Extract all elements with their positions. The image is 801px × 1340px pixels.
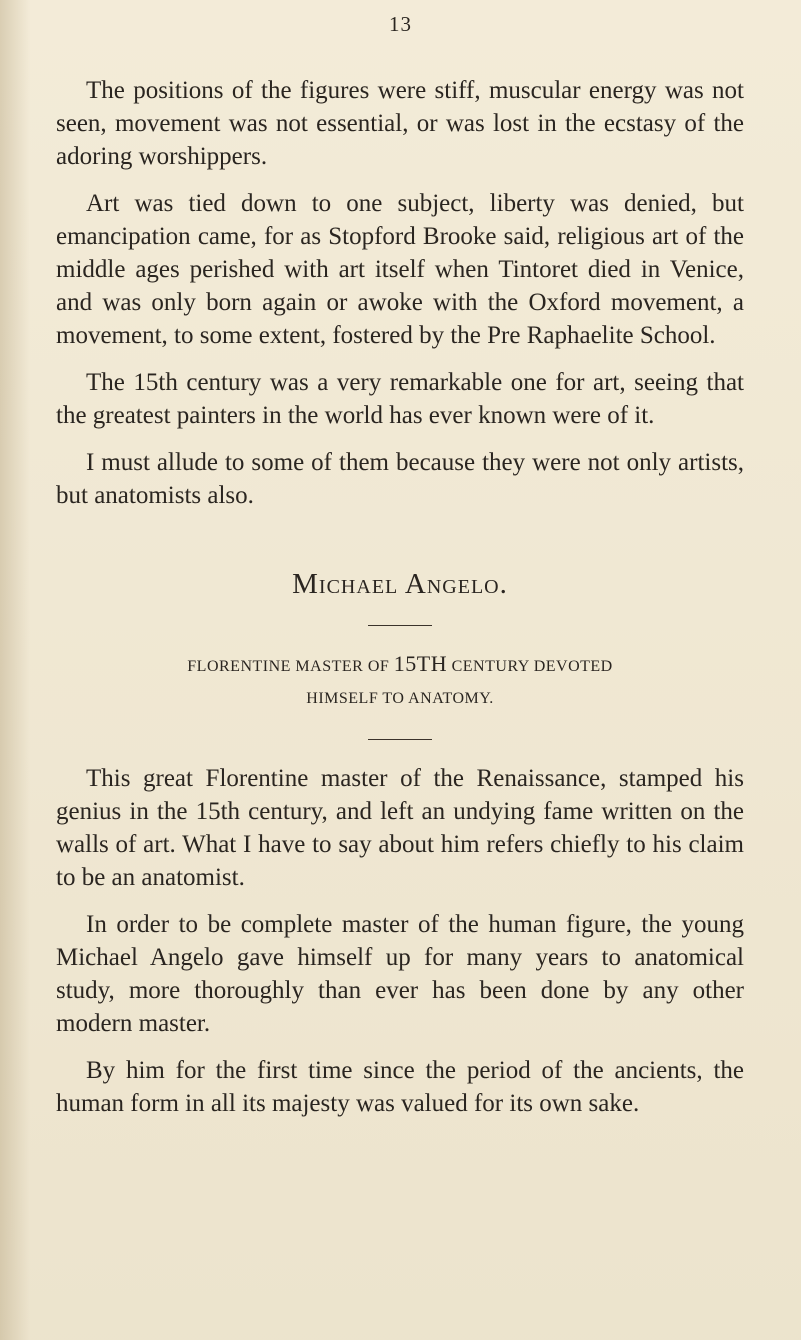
section-heading: Michael Angelo. [292, 568, 508, 600]
section-subheading [56, 648, 744, 715]
paragraph-1: The positions of the figures were stiff, muscular energy was not seen, movement was not essential, or was lost in the ecstasy of the adoring worshippers. [56, 77, 744, 170]
subheading-suffix: CENTURY DEVOTED [447, 658, 613, 675]
paragraph-4: I must allude to some of them because they were not only artists, but anatomists also. [56, 449, 744, 509]
subheading-prefix: FLORENTINE MASTER OF [187, 658, 394, 675]
divider-rule [368, 625, 432, 626]
paragraph-5: This great Florentine master of the Renaissance, stamped his genius in the 15th century, and left an undying fame written on the walls of art. What I have to say about him refers chiefly to his claim to be an anatomist. [56, 765, 744, 891]
divider-rule [368, 739, 432, 740]
paragraph-3: The 15th century was a very remarkable one for art, seeing that the greatest painters in the world has ever known were of it. [56, 369, 744, 429]
paragraph-2: Art was tied down to one subject, liberty was denied, but emancipation came, for as Stopford Brooke said, religious art of the middle ages perished with art itself when Tintoret died in Venice, and was only born again or awoke with the Oxford movement, a movement, to some extent, fostered by the Pre Raphaelite School. [56, 190, 744, 349]
subheading-century: 15TH [393, 651, 448, 676]
paragraph-7: By him for the first time since the period of the ancients, the human form in all its majesty was valued for its own sake. [56, 1057, 744, 1117]
page-number: 13 [389, 12, 412, 36]
paragraph-6: In order to be complete master of the human figure, the young Michael Angelo gave himself up for many years to anatomical study, more thoroughly than ever has been done by any other modern master. [56, 911, 744, 1037]
subheading-line-2: HIMSELF TO ANATOMY. [306, 690, 494, 707]
page-body [56, 74, 744, 1120]
subheading-line-1 [56, 648, 744, 683]
